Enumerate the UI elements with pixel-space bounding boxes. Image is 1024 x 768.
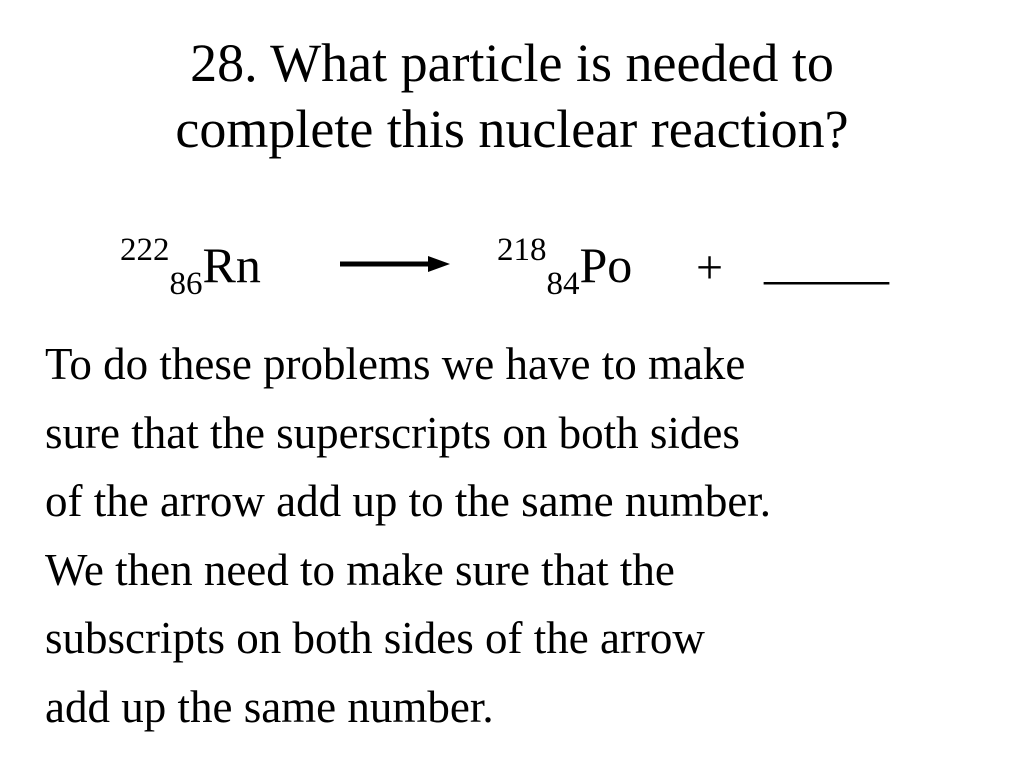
product-atomic-number: 84: [546, 266, 580, 302]
explanation-line-6: add up the same number.: [45, 681, 494, 732]
reactant-mass-number: 222: [120, 232, 170, 268]
explanation-line-1: To do these problems we have to make: [45, 339, 746, 389]
product-symbol: Po: [579, 237, 633, 293]
question-title: [0, 30, 1024, 162]
explanation-line-3: of the arrow add up to the same number.: [45, 476, 772, 526]
reactant-symbol: Rn: [202, 237, 261, 293]
nuclear-equation: [0, 222, 1024, 312]
explanation-line-2: sure that the superscripts on both sides: [45, 407, 740, 458]
product-nuclide: [497, 232, 633, 302]
title-line-2: complete this nuclear reaction?: [175, 99, 849, 159]
answer-blank: _____: [764, 233, 889, 289]
title-line-1: 28. What particle is needed to: [190, 33, 834, 93]
reaction-arrow-icon: [340, 252, 450, 276]
explanation-line-5: subscripts on both sides of the arrow: [45, 613, 705, 663]
reactant-atomic-number: 86: [169, 266, 203, 302]
explanation-text: [45, 330, 1005, 741]
explanation-line-4: We then need to make sure that the: [45, 544, 675, 595]
plus-sign: +: [696, 241, 724, 294]
product-mass-number: 218: [497, 232, 547, 268]
reactant-nuclide: [120, 232, 261, 302]
